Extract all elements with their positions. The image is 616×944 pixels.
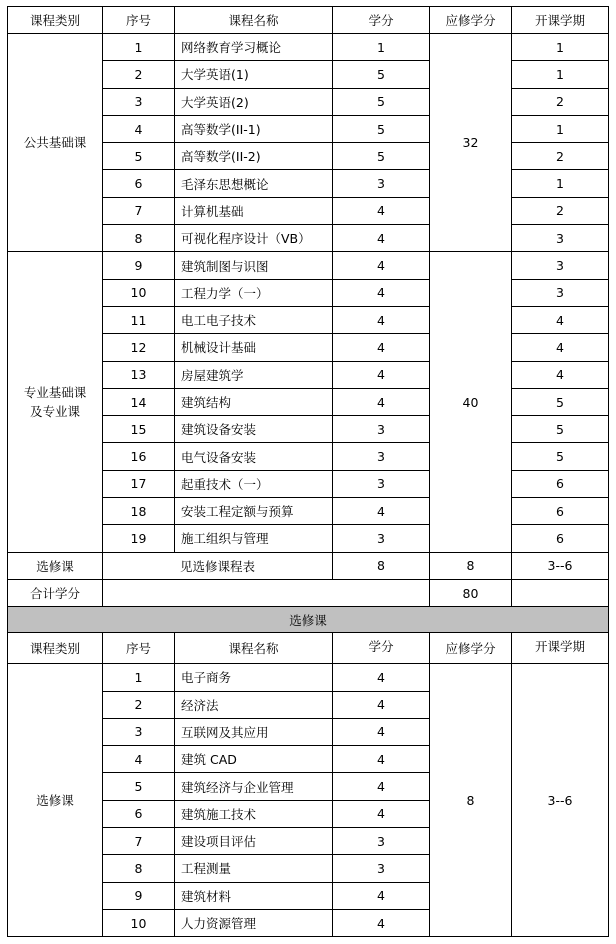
no-cell: 17 — [103, 470, 175, 497]
required-credit-cell: 8 — [430, 552, 512, 579]
no-cell: 12 — [103, 334, 175, 361]
no-cell: 2 — [103, 61, 175, 88]
course-plan — [7, 6, 609, 937]
credit-cell: 4 — [333, 746, 430, 773]
course-name-cell: 见选修课程表 — [103, 552, 333, 579]
credit-cell: 3 — [333, 828, 430, 855]
credit-cell: 4 — [333, 361, 430, 388]
semester-cell: 1 — [512, 115, 609, 142]
elective-band — [8, 607, 609, 633]
credit-cell: 4 — [333, 800, 430, 827]
no-cell: 6 — [103, 170, 175, 197]
course-name-cell: 大学英语(2) — [175, 88, 333, 115]
semester-cell: 4 — [512, 306, 609, 333]
course-name-cell: 可视化程序设计（VB） — [175, 225, 333, 252]
credit-cell: 4 — [333, 306, 430, 333]
header-no: 序号 — [103, 633, 175, 664]
category-cell — [8, 252, 103, 552]
course-name-cell: 建筑经济与企业管理 — [175, 773, 333, 800]
course-name-cell: 建筑施工技术 — [175, 800, 333, 827]
semester-cell: 5 — [512, 388, 609, 415]
credit-cell: 4 — [333, 718, 430, 745]
no-cell: 7 — [103, 828, 175, 855]
credit-cell: 4 — [333, 279, 430, 306]
header-category: 课程类别 — [8, 633, 103, 664]
course-name-cell: 计算机基础 — [175, 197, 333, 224]
category-cell: 选修课 — [8, 552, 103, 579]
table-row — [8, 34, 609, 61]
credit-cell: 5 — [333, 88, 430, 115]
credit-cell: 4 — [333, 882, 430, 909]
credit-cell: 5 — [333, 143, 430, 170]
total-credit-cell: 80 — [430, 579, 512, 606]
header-credit: 学分 — [333, 7, 430, 34]
header-credit: 学分 — [333, 633, 430, 664]
credit-cell: 3 — [333, 525, 430, 552]
semester-cell: 4 — [512, 334, 609, 361]
no-cell: 16 — [103, 443, 175, 470]
semester-cell: 1 — [512, 34, 609, 61]
credit-cell: 4 — [333, 664, 430, 691]
table-row — [8, 252, 609, 279]
course-name-cell: 互联网及其应用 — [175, 718, 333, 745]
course-name-cell: 毛泽东思想概论 — [175, 170, 333, 197]
course-name-cell: 起重技术（一） — [175, 470, 333, 497]
course-name-cell: 大学英语(1) — [175, 61, 333, 88]
no-cell: 6 — [103, 800, 175, 827]
credit-cell: 4 — [333, 909, 430, 936]
table-row — [8, 664, 609, 691]
course-name-cell: 安装工程定额与预算 — [175, 498, 333, 525]
no-cell: 9 — [103, 252, 175, 279]
course-name-cell: 经济法 — [175, 691, 333, 718]
course-name-cell: 建设项目评估 — [175, 828, 333, 855]
header-semester: 开课学期 — [512, 7, 609, 34]
required-credit-cell: 8 — [430, 664, 512, 937]
course-name-cell: 工程测量 — [175, 855, 333, 882]
empty-cell — [103, 579, 430, 606]
semester-cell: 6 — [512, 498, 609, 525]
header-no: 序号 — [103, 7, 175, 34]
course-name-cell: 建筑材料 — [175, 882, 333, 909]
credit-cell: 4 — [333, 252, 430, 279]
course-name-cell: 房屋建筑学 — [175, 361, 333, 388]
required-credit-cell: 32 — [430, 34, 512, 252]
credit-cell: 3 — [333, 416, 430, 443]
credit-cell: 8 — [333, 552, 430, 579]
credit-cell: 4 — [333, 773, 430, 800]
course-name-cell: 人力资源管理 — [175, 909, 333, 936]
semester-cell: 1 — [512, 170, 609, 197]
no-cell: 10 — [103, 909, 175, 936]
course-name-cell: 电工电子技术 — [175, 306, 333, 333]
semester-cell: 6 — [512, 470, 609, 497]
no-cell: 19 — [103, 525, 175, 552]
no-cell: 3 — [103, 718, 175, 745]
credit-cell: 3 — [333, 170, 430, 197]
semester-cell: 2 — [512, 197, 609, 224]
course-name-cell: 电气设备安装 — [175, 443, 333, 470]
no-cell: 3 — [103, 88, 175, 115]
course-name-cell: 建筑 CAD — [175, 746, 333, 773]
course-name-cell: 建筑制图与识图 — [175, 252, 333, 279]
credit-cell: 3 — [333, 470, 430, 497]
semester-cell: 3 — [512, 225, 609, 252]
no-cell: 15 — [103, 416, 175, 443]
category-line: 及专业课 — [29, 404, 80, 419]
semester-cell: 5 — [512, 443, 609, 470]
course-name-cell: 高等数学(II-1) — [175, 115, 333, 142]
credit-cell: 3 — [333, 443, 430, 470]
no-cell: 5 — [103, 143, 175, 170]
credit-cell: 3 — [333, 855, 430, 882]
total-label: 合计学分 — [8, 579, 103, 606]
header-category: 课程类别 — [8, 7, 103, 34]
no-cell: 8 — [103, 225, 175, 252]
semester-cell: 2 — [512, 88, 609, 115]
credit-cell: 4 — [333, 334, 430, 361]
credit-cell: 4 — [333, 691, 430, 718]
no-cell: 18 — [103, 498, 175, 525]
no-cell: 2 — [103, 691, 175, 718]
no-cell: 5 — [103, 773, 175, 800]
course-table — [7, 6, 609, 937]
semester-cell: 1 — [512, 61, 609, 88]
elective-summary-row — [8, 552, 609, 579]
category-cell: 选修课 — [8, 664, 103, 937]
header-row — [8, 7, 609, 34]
no-cell: 4 — [103, 746, 175, 773]
no-cell: 1 — [103, 664, 175, 691]
semester-cell: 3--6 — [512, 664, 609, 937]
credit-cell: 5 — [333, 61, 430, 88]
semester-cell: 3 — [512, 252, 609, 279]
header-semester: 开课学期 — [512, 633, 609, 664]
course-name-cell: 电子商务 — [175, 664, 333, 691]
no-cell: 14 — [103, 388, 175, 415]
semester-cell: 2 — [512, 143, 609, 170]
semester-cell: 5 — [512, 416, 609, 443]
credit-cell: 4 — [333, 498, 430, 525]
header-name: 课程名称 — [175, 633, 333, 664]
empty-cell — [512, 579, 609, 606]
credit-cell: 1 — [333, 34, 430, 61]
semester-cell: 6 — [512, 525, 609, 552]
credit-cell: 5 — [333, 115, 430, 142]
course-name-cell: 机械设计基础 — [175, 334, 333, 361]
header-required-credit: 应修学分 — [430, 7, 512, 34]
total-row — [8, 579, 609, 606]
no-cell: 8 — [103, 855, 175, 882]
credit-cell: 4 — [333, 225, 430, 252]
course-name-cell: 建筑结构 — [175, 388, 333, 415]
header-row — [8, 633, 609, 664]
course-name-cell: 建筑设备安装 — [175, 416, 333, 443]
header-required-credit: 应修学分 — [430, 633, 512, 664]
course-name-cell: 网络教育学习概论 — [175, 34, 333, 61]
elective-band-title: 选修课 — [8, 607, 609, 633]
credit-cell: 4 — [333, 388, 430, 415]
no-cell: 1 — [103, 34, 175, 61]
credit-cell: 4 — [333, 197, 430, 224]
no-cell: 10 — [103, 279, 175, 306]
course-name-cell: 工程力学（一） — [175, 279, 333, 306]
no-cell: 9 — [103, 882, 175, 909]
category-cell: 公共基础课 — [8, 34, 103, 252]
no-cell: 13 — [103, 361, 175, 388]
no-cell: 4 — [103, 115, 175, 142]
no-cell: 11 — [103, 306, 175, 333]
semester-cell: 4 — [512, 361, 609, 388]
semester-cell: 3--6 — [512, 552, 609, 579]
course-name-cell: 高等数学(II-2) — [175, 143, 333, 170]
required-credit-cell: 40 — [430, 252, 512, 552]
category-line: 专业基础课 — [23, 385, 87, 400]
course-name-cell: 施工组织与管理 — [175, 525, 333, 552]
semester-cell: 3 — [512, 279, 609, 306]
no-cell: 7 — [103, 197, 175, 224]
header-name: 课程名称 — [175, 7, 333, 34]
